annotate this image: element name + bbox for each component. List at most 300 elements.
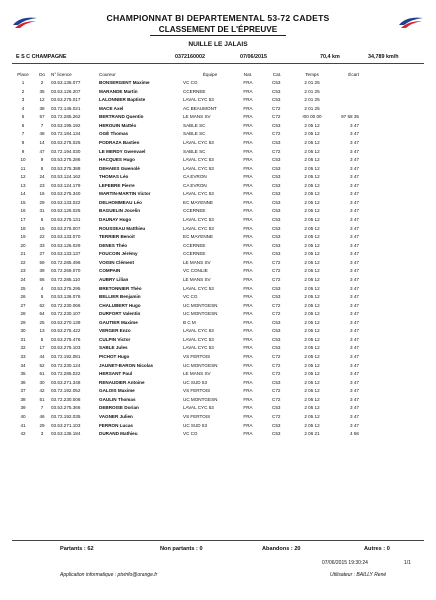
cell-time: 2 06 21 xyxy=(304,431,320,437)
cell-time: 2 05 12 xyxy=(304,371,320,377)
cell-category: C53 xyxy=(272,405,281,411)
cell-time: 2 05 12 xyxy=(304,199,320,205)
cell-team: VC CONLIE xyxy=(183,268,208,274)
cell-gap: 3 47 xyxy=(350,225,359,231)
cell-team: CCERNEE xyxy=(183,242,206,248)
table-row xyxy=(12,259,424,268)
cell-licence: 03.53.136.077 xyxy=(51,80,81,85)
classification-title: CLASSEMENT DE L'ÉPREUVE xyxy=(158,25,278,34)
cell-time: 2 01 25 xyxy=(304,97,320,103)
cell-place: 5 xyxy=(21,114,25,120)
cell-nationality: FRA xyxy=(243,191,253,197)
cell-place: 16 xyxy=(20,208,26,214)
cell-licence: 03.72.192.081 xyxy=(51,354,81,359)
cell-category: C53 xyxy=(272,191,281,197)
cell-category: C53 xyxy=(272,217,281,222)
cell-category: C53 xyxy=(272,157,281,163)
cell-rider: MARANDE Martin xyxy=(99,88,138,94)
cell-place: 10 xyxy=(20,157,26,163)
cell-bib: 48 xyxy=(39,131,45,137)
col-header-rider: Coureur xyxy=(99,72,116,77)
cell-place: 21 xyxy=(20,251,26,257)
cell-rider: JAUNET-BARON Nicolas xyxy=(99,362,154,368)
cell-nationality: FRA xyxy=(243,199,253,205)
cell-rider: OGÉ Thomas xyxy=(99,131,129,137)
cell-time: 2 05 12 xyxy=(304,174,320,180)
cell-place: 25 xyxy=(20,285,26,291)
cell-category: C53 xyxy=(272,336,281,342)
cell-bib: 33 xyxy=(39,242,45,248)
cell-gap: 3 47 xyxy=(350,174,359,180)
table-row xyxy=(12,225,424,234)
cell-place: 11 xyxy=(20,165,26,171)
cell-place: 6 xyxy=(21,122,25,128)
cell-category: C72 xyxy=(272,371,281,377)
cell-gap: 3 47 xyxy=(350,396,359,402)
table-row xyxy=(12,250,424,259)
table-row xyxy=(12,173,424,182)
cell-place: 12 xyxy=(20,174,26,180)
cell-bib: 52 xyxy=(39,362,45,368)
cell-gap: 3 47 xyxy=(350,345,359,351)
cell-place: 4 xyxy=(21,105,25,111)
cell-rider: DURAND Mathieu xyxy=(99,431,138,437)
cell-place: 2 xyxy=(21,88,25,94)
cell-bib: 2 xyxy=(40,80,44,85)
cell-place: 17 xyxy=(20,217,26,222)
col-header-cat: Cat. xyxy=(272,72,282,77)
race-distance: 70,4 km xyxy=(320,54,340,60)
cell-place: 1 xyxy=(21,80,25,85)
cell-rider: DAUNAY Hugo xyxy=(99,217,132,222)
cell-gap: 3 47 xyxy=(350,422,359,428)
cell-licence: 03.53.271.103 xyxy=(51,422,81,428)
cell-bib: 46 xyxy=(39,413,45,419)
cell-time: 2 05 12 xyxy=(304,328,320,334)
cell-nationality: FRA xyxy=(243,131,253,137)
cell-licence: 03.72.230.008 xyxy=(51,396,81,402)
cell-place: 33 xyxy=(20,354,26,359)
col-header-nat: Nat. xyxy=(243,72,253,77)
col-header-gap: Écart xyxy=(348,72,359,77)
cell-licence: 03.53.136.076 xyxy=(51,294,81,300)
cell-rider: BAGUELIN Jocelin xyxy=(99,208,141,214)
cell-category: C72 xyxy=(272,276,281,282)
table-row xyxy=(12,285,424,294)
cell-team: LE MANS SV xyxy=(183,114,211,120)
table-header-row xyxy=(12,70,424,79)
cell-team: LAVAL CYC 53 xyxy=(183,328,214,334)
cell-nationality: FRA xyxy=(243,354,253,359)
cell-gap: 3 47 xyxy=(350,199,359,205)
cell-gap xyxy=(328,88,360,97)
cell-time: 2 05 12 xyxy=(304,122,320,128)
cell-nationality: FRA xyxy=(243,431,253,437)
cell-bib: 22 xyxy=(39,234,45,240)
cell-nationality: FRA xyxy=(243,157,253,163)
cell-gap: 3 47 xyxy=(350,371,359,377)
cell-team: LAVAL CYC 53 xyxy=(183,405,214,411)
cell-category: C53 xyxy=(272,80,281,85)
starters-count: Partants : 62 xyxy=(60,546,94,552)
cell-category: C53 xyxy=(272,422,281,428)
cell-bib: 31 xyxy=(39,208,45,214)
cell-gap: 3 47 xyxy=(350,319,359,325)
cell-licence: 03.53.124.162 xyxy=(51,174,81,180)
cell-nationality: FRA xyxy=(243,217,253,222)
cell-licence: 03.53.126.025 xyxy=(51,208,81,214)
cell-nationality: FRA xyxy=(243,362,253,368)
cell-nationality: FRA xyxy=(243,122,253,128)
cell-team: VC CG xyxy=(183,80,198,85)
cell-rider: MACE Axel xyxy=(99,105,124,111)
table-row xyxy=(12,190,424,199)
cell-place: 20 xyxy=(20,242,26,248)
table-row xyxy=(12,413,424,422)
cell-category: C53 xyxy=(272,225,281,231)
organizing-club: E S C CHAMPAGNE xyxy=(16,54,67,60)
table-row xyxy=(12,79,424,88)
cell-rider: GALOIS Maxime xyxy=(99,388,135,394)
cell-nationality: FRA xyxy=(243,311,253,317)
table-row xyxy=(12,396,424,405)
cell-time: 2 05 12 xyxy=(304,396,320,402)
cell-licence: 03.72.285.496 xyxy=(51,259,81,265)
cell-gap: 4 56 xyxy=(350,431,359,437)
cell-licence: 03.53.136.184 xyxy=(51,431,81,437)
col-header-do: Do xyxy=(39,72,45,77)
cell-bib: 15 xyxy=(39,225,45,231)
cell-team: LAVAL CYC 53 xyxy=(183,157,214,163)
cell-nationality: FRA xyxy=(243,336,253,342)
cell-place: 23 xyxy=(20,268,26,274)
col-header-licence: N° licence xyxy=(51,72,72,77)
cell-rider: MARTIN-MARTIN Victor xyxy=(99,191,151,197)
table-row xyxy=(12,207,424,216)
cell-gap: 3 47 xyxy=(350,336,359,342)
cell-licence: 03.72.146.021 xyxy=(51,105,81,111)
application-credit: Application informatique : ptvinfo@orange.fr xyxy=(60,572,158,578)
cell-bib: 42 xyxy=(39,388,45,394)
cell-bib: 64 xyxy=(39,311,45,317)
cell-category: C53 xyxy=(272,208,281,214)
cell-licence: 03.72.192.035 xyxy=(51,413,81,419)
table-row xyxy=(12,293,424,302)
cell-team: LAVAL CYC 53 xyxy=(183,139,214,145)
cell-time: 2 05 12 xyxy=(304,345,320,351)
cell-nationality: FRA xyxy=(243,345,253,351)
cell-licence: 03.53.275.366 xyxy=(51,405,81,411)
cell-team: VC CG xyxy=(183,294,198,300)
cell-rider: CHALUBERT Hugo xyxy=(99,302,141,308)
cell-category: C72 xyxy=(272,354,281,359)
cell-place: 35 xyxy=(20,371,26,377)
cell-time: 2 05 12 xyxy=(304,302,320,308)
cell-time: 2 05 12 xyxy=(304,276,320,282)
cell-gap: 3 47 xyxy=(350,362,359,368)
cell-team: SABLE SC xyxy=(183,122,206,128)
cell-licence: 03.53.275.286 xyxy=(51,157,81,163)
cell-licence: 03.53.275.007 xyxy=(51,225,81,231)
cell-place: 34 xyxy=(20,362,26,368)
cell-team: LAVAL CYC 53 xyxy=(183,165,214,171)
cell-rider: DELHOMMEAU Léo xyxy=(99,199,142,205)
cell-team: CCERNEE xyxy=(183,208,206,214)
table-row xyxy=(12,233,424,242)
cell-nationality: FRA xyxy=(243,302,253,308)
cell-team: LAVAL CYC 53 xyxy=(183,191,214,197)
cell-nationality: FRA xyxy=(243,268,253,274)
cell-time: 2 05 12 xyxy=(304,182,320,188)
cell-team: UC SUD 53 xyxy=(183,379,207,385)
cell-category: C72 xyxy=(272,148,281,154)
table-row xyxy=(12,96,424,105)
cell-team: AC BEAUMONT xyxy=(183,105,217,111)
cell-category: C53 xyxy=(272,182,281,188)
cell-bib: 56 xyxy=(39,276,45,282)
cell-nationality: FRA xyxy=(243,422,253,428)
cell-nationality: FRA xyxy=(243,174,253,180)
cell-gap: 3 47 xyxy=(350,242,359,248)
cell-nationality: FRA xyxy=(243,371,253,377)
cell-category: C53 xyxy=(272,234,281,240)
cell-licence: 03.53.195.192 xyxy=(51,122,81,128)
cell-rider: VAGNER Julien xyxy=(99,413,133,419)
cell-licence: 03.53.275.131 xyxy=(51,217,81,222)
cell-licence: 03.53.275.422 xyxy=(51,328,81,334)
cell-licence: 03.53.270.139 xyxy=(51,319,81,325)
cell-nationality: FRA xyxy=(243,388,253,394)
table-row xyxy=(12,362,424,371)
cell-gap: 3 47 xyxy=(350,191,359,197)
cell-licence: 03.72.285.022 xyxy=(51,371,81,377)
abandons-count: Abandons : 20 xyxy=(262,546,301,552)
cell-nationality: FRA xyxy=(243,182,253,188)
cell-bib: 14 xyxy=(39,139,45,145)
cell-place: 18 xyxy=(20,225,26,231)
cell-nationality: FRA xyxy=(243,242,253,248)
cell-gap: 3 47 xyxy=(350,217,359,222)
cell-rider: FOUCOIN Jérémy xyxy=(99,251,138,257)
table-row xyxy=(12,302,424,311)
cell-licence: 03.72.192.052 xyxy=(51,388,81,394)
cell-licence: 03.53.133.070 xyxy=(51,234,81,240)
cell-team: EC MAYENNE xyxy=(183,234,214,240)
cell-place: 32 xyxy=(20,345,26,351)
table-row xyxy=(12,113,424,122)
cell-rider: DEHAIES Gwenolé xyxy=(99,165,140,171)
cell-time: 2 05 12 xyxy=(304,388,320,394)
cell-category: C53 xyxy=(272,251,281,257)
cell-place: 42 xyxy=(20,431,26,437)
cell-team: LAVAL CYC 53 xyxy=(183,345,214,351)
cell-category: C72 xyxy=(272,105,281,111)
cell-gap xyxy=(328,79,360,88)
cell-licence: 03.72.194.030 xyxy=(51,148,81,154)
cell-time: 2 05 12 xyxy=(304,208,320,214)
cell-time: 2 05 12 xyxy=(304,405,320,411)
others-count: Autres : 0 xyxy=(364,546,390,552)
cell-gap: 3 47 xyxy=(350,379,359,385)
table-row xyxy=(12,310,424,319)
table-row xyxy=(12,165,424,174)
cell-nationality: FRA xyxy=(243,139,253,145)
cell-team: LE MANS SV xyxy=(183,276,211,282)
table-row xyxy=(12,387,424,396)
cell-bib: 51 xyxy=(39,396,45,402)
cell-nationality: FRA xyxy=(243,396,253,402)
cell-rider: BONSERGENT Maxime xyxy=(99,80,150,85)
cell-time: 2 05 12 xyxy=(304,131,320,137)
cell-licence: 03.53.275.103 xyxy=(51,345,81,351)
cell-time: 2 05 12 xyxy=(304,336,320,342)
cell-time: 2 05 12 xyxy=(304,268,320,274)
cell-nationality: FRA xyxy=(243,88,253,94)
cell-place: 38 xyxy=(20,396,26,402)
cell-gap: 3 47 xyxy=(350,294,359,300)
cell-rider: AUBRY Lilian xyxy=(99,276,129,282)
table-row xyxy=(12,156,424,165)
cell-category: C72 xyxy=(272,302,281,308)
table-row xyxy=(12,404,424,413)
cell-bib: 35 xyxy=(39,88,45,94)
cell-team: LE MANS SV xyxy=(183,259,211,265)
title-underline xyxy=(150,35,286,36)
cell-licence: 03.72.230.124 xyxy=(51,362,81,368)
cell-gap: 3 47 xyxy=(350,251,359,257)
cell-gap: 3 47 xyxy=(350,276,359,282)
cell-gap: 3 47 xyxy=(350,388,359,394)
cell-place: 36 xyxy=(20,379,26,385)
table-row xyxy=(12,88,424,97)
table-row xyxy=(12,242,424,251)
event-location: NUILLE LE JALAIS xyxy=(188,41,248,48)
cell-nationality: FRA xyxy=(243,225,253,231)
cell-licence: 03.72.285.110 xyxy=(51,276,81,282)
cell-nationality: FRA xyxy=(243,80,253,85)
cell-place: 27 xyxy=(20,302,26,308)
cell-gap: 3 47 xyxy=(350,413,359,419)
cell-rider: PICHOT Hugo xyxy=(99,354,130,359)
cell-gap: 3 47 xyxy=(350,182,359,188)
cell-place: 15 xyxy=(20,199,26,205)
cell-rider: HACQUES Hugo xyxy=(99,157,135,163)
cell-licence: 03.53.126.029 xyxy=(51,242,81,248)
cell-category: C53 xyxy=(272,294,281,300)
cell-place: 8 xyxy=(21,139,25,145)
cell-place: 26 xyxy=(20,294,26,300)
cell-bib: 17 xyxy=(39,345,45,351)
cell-bib: 8 xyxy=(40,165,44,171)
cell-category: C53 xyxy=(272,139,281,145)
cell-nationality: FRA xyxy=(243,319,253,325)
table-row xyxy=(12,370,424,379)
cell-time: 2 05 12 xyxy=(304,354,320,359)
cell-category: C53 xyxy=(272,319,281,325)
cell-category: C53 xyxy=(272,199,281,205)
cell-time: 2 05 12 xyxy=(304,319,320,325)
cell-place: 24 xyxy=(20,276,26,282)
cell-gap: 3 47 xyxy=(350,311,359,317)
table-row xyxy=(12,199,424,208)
cell-bib: 5 xyxy=(40,336,44,342)
club-code: 0372160002 xyxy=(175,54,205,60)
cell-team: VS FERTOIS xyxy=(183,354,211,359)
championship-title: CHAMPIONNAT BI DEPARTEMENTAL 53-72 CADETS xyxy=(106,13,330,23)
cell-bib: 47 xyxy=(39,148,45,154)
table-row xyxy=(12,130,424,139)
cell-nationality: FRA xyxy=(243,97,253,103)
cell-category: C53 xyxy=(272,165,281,171)
cell-team: B C M xyxy=(183,319,196,325)
table-row xyxy=(12,216,424,225)
cell-team: SABLE SC xyxy=(183,131,206,137)
cell-rider: BERTRAND Quentin xyxy=(99,114,144,120)
cell-licence: 03.53.275.340 xyxy=(51,191,81,197)
cell-category: C53 xyxy=(272,328,281,334)
cell-licence: 03.53.275.025 xyxy=(51,139,81,145)
cell-category: C72 xyxy=(272,268,281,274)
cell-category: C53 xyxy=(272,379,281,385)
table-row xyxy=(12,336,424,345)
cell-time: 2 05 12 xyxy=(304,422,320,428)
table-row xyxy=(12,122,424,131)
cell-gap: 97 58 35 xyxy=(341,114,359,120)
cell-bib: 27 xyxy=(39,251,45,257)
cell-gap: 3 47 xyxy=(350,405,359,411)
cell-gap: 3 47 xyxy=(350,354,359,359)
cell-time: 2 05 12 xyxy=(304,234,320,240)
cell-place: 30 xyxy=(20,328,26,334)
cell-bib: 39 xyxy=(39,268,45,274)
cell-bib: 29 xyxy=(39,199,45,205)
cell-bib: 44 xyxy=(39,354,45,359)
cell-team: UC SUD 53 xyxy=(183,422,207,428)
cell-team: UC MONTGESN xyxy=(183,311,218,317)
cell-category: C53 xyxy=(272,242,281,248)
cell-time: 2 05 12 xyxy=(304,413,320,419)
cell-licence: 03.53.275.017 xyxy=(51,97,81,103)
table-row xyxy=(12,344,424,353)
cell-rider: CULPIN Victor xyxy=(99,336,131,342)
cell-bib: 29 xyxy=(39,422,45,428)
cell-nationality: FRA xyxy=(243,148,253,154)
cell-nationality: FRA xyxy=(243,413,253,419)
cell-rider: PODRAZA Bastien xyxy=(99,139,140,145)
cell-team: UC MONTGESN xyxy=(183,362,218,368)
cell-place: 37 xyxy=(20,388,26,394)
cell-rider: BELLIER Benjamin xyxy=(99,294,141,300)
cell-bib: 7 xyxy=(40,122,44,128)
cell-team: VC CG xyxy=(183,431,198,437)
cell-bib: 30 xyxy=(39,379,45,385)
cell-nationality: FRA xyxy=(243,105,253,111)
cell-rider: LALONNIER Baptiste xyxy=(99,97,146,103)
cell-bib: 62 xyxy=(39,302,45,308)
cell-gap: 3 47 xyxy=(350,328,359,334)
cell-licence: 03.72.230.107 xyxy=(51,311,81,317)
event-date: 07/06/2015 xyxy=(240,54,267,60)
cell-time: 2 01 25 xyxy=(304,105,320,111)
cell-place: 39 xyxy=(20,405,26,411)
header-divider xyxy=(12,63,424,64)
cell-bib: 16 xyxy=(39,191,45,197)
cell-time: 2 05 12 xyxy=(304,259,320,265)
cell-team: LE MANS SV xyxy=(183,371,211,377)
cell-nationality: FRA xyxy=(243,259,253,265)
cell-rider: HEROUIN Mattéo xyxy=(99,122,137,128)
cell-team: LAVAL CYC 53 xyxy=(183,285,214,291)
